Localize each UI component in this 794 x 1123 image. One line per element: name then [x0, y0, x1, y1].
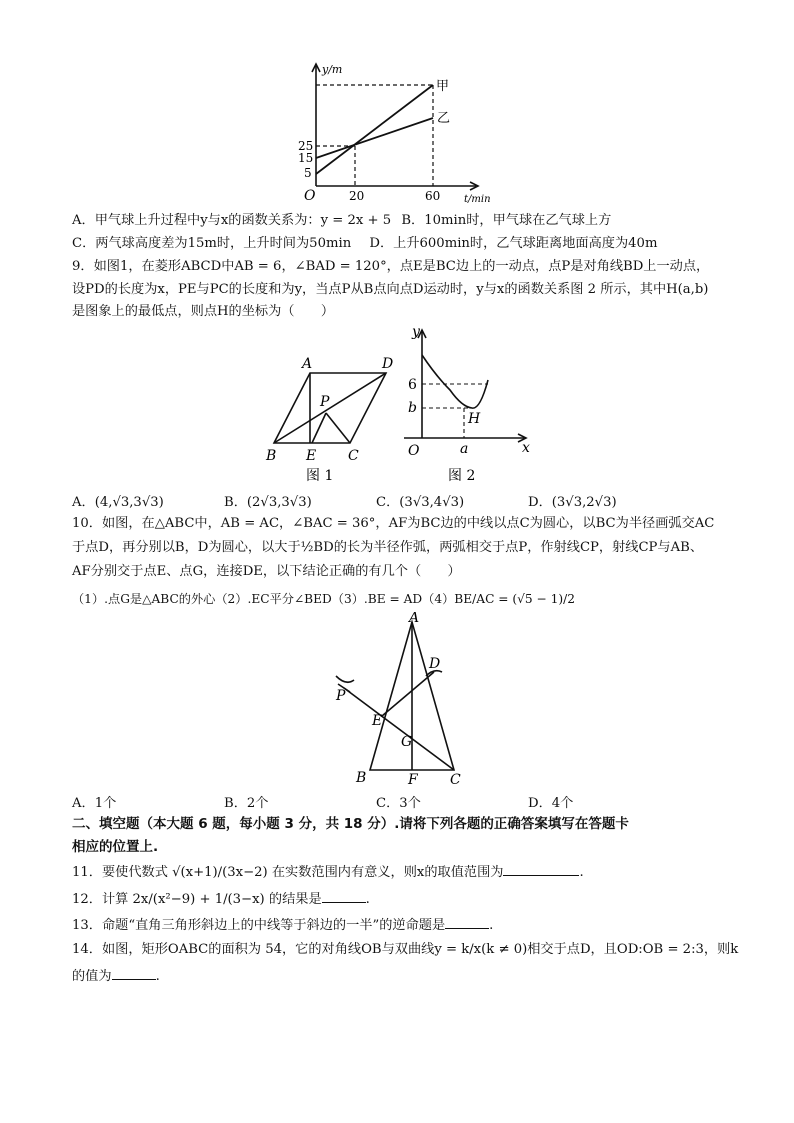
label-d: D: [382, 356, 394, 372]
graph-a: a: [460, 441, 469, 457]
figure1-caption: 图 1: [306, 468, 334, 484]
q10-stem-line1: 10．如图，在△ABC中，AB = AC，∠BAC = 36°，AF为BC边的中线以点C为圆心，以BC为半径画弧交AC: [72, 516, 715, 531]
q12-answer-blank[interactable]: [322, 890, 366, 903]
graph-origin: O: [408, 443, 420, 459]
y-tick-15: 15: [298, 151, 314, 165]
label-a: A: [409, 612, 420, 626]
travel-chart: [296, 56, 506, 208]
q10-option-d[interactable]: D．4个: [528, 796, 574, 811]
q12: [72, 890, 370, 909]
q10-stem-line2: 于点D，再分别以B，D为圆心，以大于½BD的长为半径作弧，两弧相交于点P，作射线CP，射线CP与AB、: [72, 540, 704, 555]
label-e: E: [306, 448, 317, 464]
q9-option-a[interactable]: A．(4,√3,3√3): [72, 495, 164, 510]
label-f: F: [408, 772, 418, 788]
y-tick-25: 25: [298, 139, 314, 153]
line-yi: [316, 118, 433, 158]
q9-option-b[interactable]: B．(2√3,3√3): [224, 495, 312, 510]
segment-de: [382, 672, 434, 716]
label-d: D: [429, 656, 441, 672]
q8-line-cd: [72, 235, 657, 253]
segment-pc: [326, 413, 350, 443]
section2-heading-line1: 二、填空题（本大题 6 题，每小题 3 分，共 18 分）.请将下列各题的正确答案填写在答题卡: [72, 816, 629, 832]
q13-period: .: [489, 918, 494, 933]
label-e: E: [372, 713, 383, 729]
label-p: P: [320, 394, 330, 410]
label-c: C: [450, 772, 461, 788]
q9-option-d[interactable]: D．(3√3,2√3): [528, 495, 617, 510]
q9-stem-line1: 9．如图1，在菱形ABCD中AB = 6，∠BAD = 120°，点E是BC边上的一动点，点P是对角线BD上一动点，: [72, 259, 710, 274]
q8-option-c[interactable]: C．两气球高度差为15m时，上升时间为50min: [72, 236, 352, 251]
q13-text: 13．命题“直角三角形斜边上的中线等于斜边的一半”的逆命题是: [72, 918, 446, 933]
q8-option-d[interactable]: D．上升600min时，乙气球距离地面高度为40m: [369, 236, 658, 251]
q9-stem-line2: 设PD的长度为x，PE与PC的长度和为y，当点P从B点向点D运动时，y与x的函数关系图 2 所示，其中H(a,b): [72, 282, 709, 297]
q12-period: .: [365, 892, 370, 907]
label-jia: 甲: [436, 79, 450, 94]
q11-text: 11．要使代数式 √(x+1)/(3x−2) 在实数范围内有意义，则x的取值范围为: [72, 865, 504, 880]
graph-x-label: x: [522, 440, 530, 456]
graph-b: b: [408, 400, 417, 416]
label-a: A: [302, 356, 313, 372]
label-c: C: [348, 448, 359, 464]
q10-stem-line4: （1）.点G是△ABC的外心（2）.EC平分∠BED（3）.BE = AD（4）BE/AC = (√5 − 1)/2: [72, 592, 575, 606]
q10-option-b[interactable]: B．2个: [224, 796, 269, 811]
rhombus-figure: [262, 350, 402, 485]
q11-period: .: [579, 865, 584, 880]
label-yi: 乙: [437, 111, 451, 126]
q10-option-c[interactable]: C．3个: [376, 796, 421, 811]
x-tick-20: 20: [349, 189, 365, 203]
q12-text: 12．计算 2x/(x²−9) + 1/(3−x) 的结果是: [72, 892, 322, 907]
q14-answer-blank[interactable]: [112, 967, 156, 980]
label-g: G: [401, 734, 413, 750]
q10-option-a[interactable]: A．1个: [72, 796, 117, 811]
q8-option-a[interactable]: A．甲气球上升过程中y与x的函数关系为：y = 2x + 5: [72, 213, 392, 228]
y-axis-label: y/m: [322, 63, 343, 76]
figure2-caption: 图 2: [448, 468, 476, 484]
ray-cp: [344, 688, 454, 770]
q8-option-b[interactable]: B．10min时，甲气球在乙气球上方: [401, 213, 612, 228]
label-b: B: [266, 448, 277, 464]
q10-stem-line3: AF分别交于点E、点G，连接DE，以下结论正确的有几个（ ）: [72, 564, 461, 579]
origin-label: O: [304, 188, 316, 204]
graph-h: H: [468, 411, 481, 427]
q14-line2: [72, 967, 160, 986]
q10-options: [72, 792, 772, 810]
x-axis-label: t/min: [464, 194, 491, 205]
diagonal-bd: [274, 373, 386, 443]
arc-p: [336, 676, 354, 682]
q9-options: [72, 491, 772, 509]
graph-six: 6: [408, 377, 417, 393]
q9-option-c[interactable]: C．(3√3,4√3): [376, 495, 465, 510]
y-tick-5: 5: [304, 166, 312, 180]
x-tick-60: 60: [425, 189, 441, 203]
line-jia: [316, 85, 433, 174]
label-p: P: [336, 688, 346, 704]
triangle-figure: [330, 612, 480, 790]
function-graph-figure: [400, 320, 535, 486]
q11-answer-blank[interactable]: [503, 863, 579, 876]
q14-text: 的值为: [72, 969, 112, 984]
q13: [72, 916, 493, 935]
q11: [72, 863, 584, 882]
section2-heading-line2: 相应的位置上.: [72, 839, 159, 855]
q8-line-ab: [72, 212, 611, 230]
q14-period: .: [155, 969, 160, 984]
q9-stem-line3: 是图象上的最低点，则点H的坐标为（ ）: [72, 304, 335, 319]
graph-curve: [422, 355, 488, 408]
graph-y-label: y: [412, 324, 420, 340]
q13-answer-blank[interactable]: [445, 916, 489, 929]
label-b: B: [356, 770, 367, 786]
q14-line1: 14．如图，矩形OABC的面积为 54，它的对角线OB与双曲线y = k/x(k ≠ 0)相交于点D，且OD:OB = 2:3，则k: [72, 942, 739, 957]
